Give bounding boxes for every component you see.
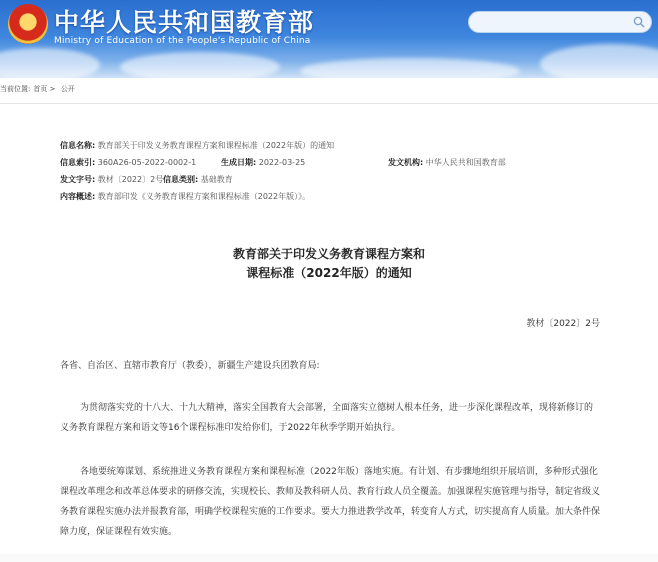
salutation: 各省、自治区、直辖市教育厅（教委），新疆生产建设兵团教育局: bbox=[60, 361, 320, 371]
info-summary-value: 教育部印发《义务教育课程方案和课程标准（2022年版）》。 bbox=[97, 192, 311, 201]
document-title-line1: 教育部关于印发义务教育课程方案和 bbox=[232, 247, 425, 261]
paragraph-1: 为贯彻落实党的十八大、十九大精神，落实全国教育大会部署，全面落实立德树人根本任务，进一步深化课程改革，现将新修订的义务教育课程方案和语文等16个课程标准印发给你们，于2022年秋季学期开始执行。 bbox=[60, 403, 594, 433]
breadcrumb-home-link[interactable]: 首页 bbox=[33, 85, 48, 93]
info-issuer-value: 中华人民共和国教育部 bbox=[425, 158, 506, 167]
page-footer-fade bbox=[0, 554, 658, 562]
info-docno-label: 发文字号: bbox=[60, 175, 96, 184]
info-name-label: 信息名称: bbox=[60, 141, 96, 150]
info-category-value: 基础教育 bbox=[200, 175, 233, 184]
info-row-name bbox=[60, 140, 334, 157]
cloud-decoration bbox=[540, 44, 658, 78]
info-index-value: 360A26-05-2022-0002-1 bbox=[97, 158, 197, 167]
info-date-label: 生成日期: bbox=[221, 158, 257, 167]
search-icon[interactable] bbox=[633, 16, 645, 28]
info-row-index bbox=[60, 157, 506, 174]
cloud-decoration bbox=[120, 52, 280, 78]
breadcrumb-prefix: 当前位置: bbox=[0, 85, 31, 93]
info-summary-label: 内容概述: bbox=[60, 192, 96, 201]
info-date-value: 2022-03-25 bbox=[258, 158, 306, 167]
info-row-summary bbox=[60, 191, 334, 208]
info-issuer-label: 发文机构: bbox=[388, 158, 424, 167]
document-title-line2: 课程标准（2022年版）的通知 bbox=[246, 266, 412, 280]
breadcrumb-public-link[interactable]: 公开 bbox=[60, 85, 75, 93]
national-emblem-icon[interactable] bbox=[8, 4, 48, 44]
document-number: 教材〔2022〕2号 bbox=[526, 319, 600, 329]
breadcrumb-separator: > bbox=[49, 85, 56, 93]
site-subtitle: Ministry of Education of the People's Republic of China bbox=[54, 36, 311, 46]
info-index-label: 信息索引: bbox=[60, 158, 96, 167]
info-category-label: 信息类别: bbox=[163, 175, 199, 184]
document-title bbox=[0, 245, 658, 283]
site-header bbox=[0, 0, 658, 78]
search-box[interactable] bbox=[468, 11, 652, 33]
site-title[interactable]: 中华人民共和国教育部 bbox=[54, 8, 315, 37]
cloud-decoration bbox=[300, 58, 520, 78]
paragraph-2: 各地要统筹谋划、系统推进义务教育课程方案和课程标准（2022年版）落地实施。有计划、有步骤地组织开展培训，多种形式强化课程改革理念和改革总体要求的研修交流，实现校长、教师及教科研人员、教育行政人员全覆盖。加强课程实施管理与指导，制定省级义务教育课程实施办法并报教育部，明确学校课程实施的工作要求。要大力推进教学改革，转变育人方式，切实提高育人质量。加大条件保障力度，保证课程有效实施。 bbox=[60, 467, 601, 537]
document-info-table bbox=[60, 140, 506, 208]
search-input[interactable] bbox=[479, 15, 633, 35]
breadcrumb bbox=[0, 84, 75, 94]
cloud-decoration bbox=[0, 48, 100, 78]
divider bbox=[0, 103, 658, 104]
info-name-value: 教育部关于印发义务教育课程方案和课程标准（2022年版）的通知 bbox=[97, 141, 335, 150]
info-row-docno bbox=[60, 174, 334, 191]
info-docno-value: 教材〔2022〕2号 bbox=[97, 175, 164, 184]
